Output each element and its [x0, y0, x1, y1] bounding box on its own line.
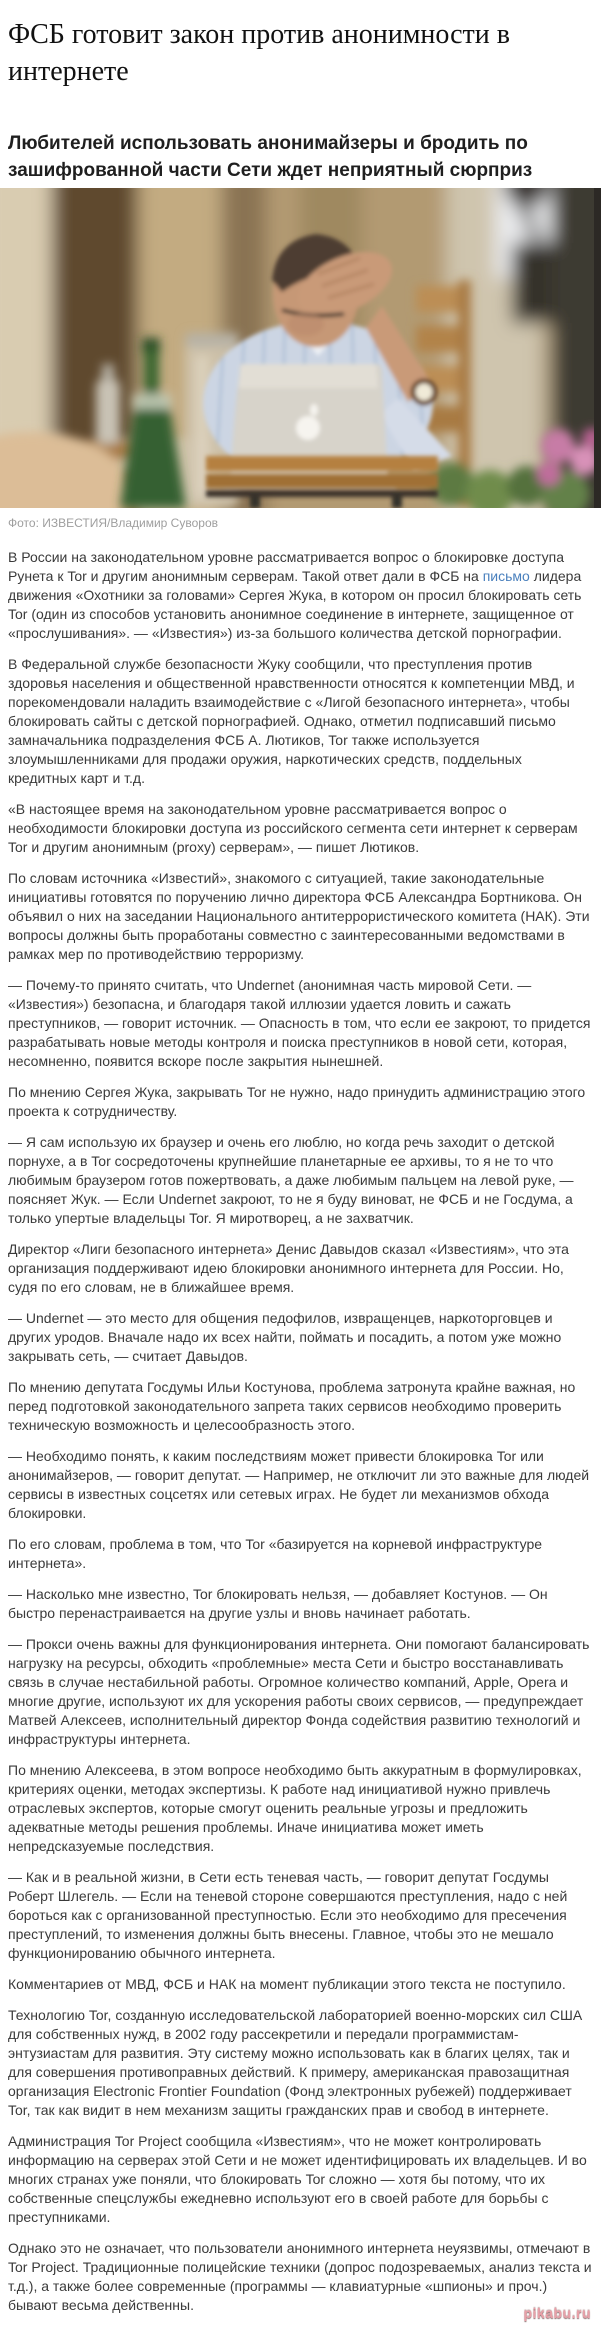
- apple-logo: [296, 416, 320, 440]
- photo-caption: Фото: ИЗВЕСТИЯ/Владимир Суворов: [8, 516, 218, 530]
- article-paragraph: Администрация Tor Project сообщила «Известиям», что не может контролировать информацию на серверах этой Сети и не может идентифицировать их владельцев. И во многих странах уже поняли, что блокировать Tor сложно — хотя бы потому, что их собственные спецслужбы ежедневно используют его в своей работе для борьбы с преступниками.: [8, 2133, 587, 2225]
- article-paragraph: — Почему-то принято считать, что Undernet (анонимная часть мировой Сети. — «Известия») безопасна, и благодаря такой иллюзии удается ловить и сажать преступников, — говорит источник. — Опасность в том, что если ее закроют, то придется разрабатывать новые методы контроля и поиска преступников в новой сети, которая, несомненно, появится вскоре после закрытия нынешней.: [8, 977, 591, 1069]
- article-paragraph: Комментариев от МВД, ФСБ и НАК на момент публикации этого текста не поступило.: [8, 1976, 566, 1992]
- article-paragraph: По словам источника «Известий», знакомого с ситуацией, такие законодательные инициативы готовятся по поручению лично директора ФСБ Александра Бортникова. Он объявил о них на заседании Национального антитеррористического комитета (НАК). Эти вопросы должны быть проработаны совместно с заинтересованными ведомствами в рамках мер по противодействию терроризму.: [8, 870, 590, 962]
- article-body: [8, 548, 593, 2315]
- article-paragraph: Директор «Лиги безопасного интернета» Денис Давыдов сказал «Известиям», что эта организация поддерживают идею блокировки анонимного интернета для России. Но, судя по его словам, не в ближайшее время.: [8, 1241, 569, 1295]
- laptop: [224, 364, 396, 491]
- article-paragraph: По мнению Алексеева, в этом вопросе необходимо быть аккуратным в формулировках, критериях оценки, методах экспертизы. К работе над инициативой нужно привлечь отраслевых экспертов, которые смогут оценить реальные угрозы и предложить адекватные методы решения проблемы. Иначе инициатива может иметь непредсказуемые последствия.: [8, 1762, 582, 1854]
- bottle-label: [133, 394, 171, 409]
- article-paragraph: В Федеральной службе безопасности Жуку сообщили, что преступления против здоровья населения и общественной нравственности относятся к компетенции МВД, и порекомендовали наладить взаимодействие с «Лигой безопасного интернета», чтобы блокировать сайты с детской порнографией. Однако, отметил подписавший письмо замначальника подразделения ФСБ А. Лютиков, Tor также используется злоумышленниками для продажи оружия, наркотических средств, поддельных кредитных карт и т.д.: [8, 656, 575, 786]
- article-paragraph: — Как и в реальной жизни, в Сети есть теневая часть, — говорит депутат Госдумы Роберт Шлегель. — Если на теневой стороне совершаются преступления, надо с ней бороться как с организованной преступностью. Если это необходимо для пресечения преступлений, то изменения должны быть внесены. Главное, чтобы это не мешало функционированию обычного интернета.: [8, 1869, 568, 1961]
- article-paragraph: «В настоящее время на законодательном уровне рассматривается вопрос о необходимости блокировки доступа из российского сегмента сети интернет к серверам Tor и другим анонимным (proxy) серверам», — пишет Лютиков.: [8, 801, 578, 855]
- page-title: ФСБ готовит закон против анонимности в интернете: [8, 19, 510, 87]
- article-paragraph: — Прокси очень важны для функционирования интернета. Они помогают балансировать нагрузку на ресурсы, обходить «проблемные» места Сети и быстро восстанавливать связь в случае нестабильной работы. Огромное количество компаний, Apple, Opera и многие другие, используют их для ускорения работы своих сервисов, — предупреждает Матвей Алексеев, исполнительный директор Фонда содействия развитию технологий и инфраструктуры интернета.: [8, 1636, 590, 1747]
- article-paragraph: По его словам, проблема в том, что Tor «базируется на корневой инфраструктуре интернета».: [8, 1536, 543, 1571]
- article-paragraph: По мнению депутата Госдумы Ильи Костунова, проблема затронута крайне важная, но перед подготовкой законодательного запрета таких сервисов необходимо проверить техническую возможность и целесообразность этого.: [8, 1379, 576, 1433]
- article-paragraph: — Undernet — это место для общения педофилов, извращенцев, наркоторговцев и других уродов. Вначале надо их всех найти, поймать и посадить, а потом уже можно закрывать сеть, — считает Давыдов.: [8, 1310, 562, 1364]
- lead-text-post: лидера движения «Охотники за головами» Сергея Жука, в котором он просил блокировать сеть Tor (один из способов установить анонимное соединение в интернете, защищенное от «прослушивания». — «Известия») из-за большого количества детской порнографии.: [8, 568, 582, 641]
- article-paragraph: Однако это не означает, что пользователи анонимного интернета неуязвимы, отмечают в Tor Project. Традиционные полицейские техники (допрос подозреваемых, анализ текста и т.д.), а также более современные (программы — клавиатурные «шпионы» и проч.) бывают весьма действенны.: [8, 2240, 592, 2313]
- wristwatch: [413, 381, 435, 403]
- article-paragraph: Технологию Tor, созданную исследовательской лабораторией военно-морских сил США для собственных нужд, в 2002 году рассекретили и передали программистам-энтузиастам для развития. Эту систему можно использовать как в благих целях, так и для совершения противоправных действий. К примеру, американская правозащитная организация Electronic Frontier Foundation (Фонд электронных рубежей) поддерживает Tor, так как видит в нем механизм защиты гражданских прав и свобод в интернете.: [8, 2007, 583, 2118]
- article-paragraph: По мнению Сергея Жука, закрывать Tor не нужно, надо принудить администрацию этого проекта к сотрудничеству.: [8, 1084, 586, 1119]
- article-paragraph: — Насколько мне известно, Tor блокировать нельзя, — добавляет Костунов. — Он быстро перенастраивается на другие узлы и вновь начинает работать.: [8, 1586, 548, 1621]
- article-paragraph-lead: [8, 548, 593, 643]
- article-paragraph: — Я сам использую их браузер и очень его люблю, но когда речь заходит о детской порнухе, а в Tor сосредоточены крупнейшие планетарные ее архивы, то я не то что любимым браузером готов пожертвовать, а даже любимым пальцем на левой руке, — поясняет Жук. — Если Undernet закроют, то не я буду виноват, не ФСБ и не Госдума, а только упертые владельцы Tor. Я миротворец, а не захватчик.: [8, 1134, 574, 1226]
- pikabu-watermark: pikabu.ru: [523, 2305, 591, 2321]
- lead-text-pre: В России на законодательном уровне рассматривается вопрос о блокировке доступа Рунета к Tor и другим анонимным серверам. Такой ответ дали в ФСБ на: [8, 549, 565, 584]
- article-photo: [0, 188, 601, 508]
- cafe-photo-illustration: [0, 188, 601, 508]
- article-paragraph: — Необходимо понять, к каким последствиям может привести блокировка Tor или анонимайзеров, — говорит депутат. — Например, не отключит ли это важные для людей сервисы в известных соцсетях или сетевых играх. Не будет ли механизмов обхода блокировки.: [8, 1448, 590, 1521]
- letter-link[interactable]: письмо: [482, 568, 530, 584]
- article-subtitle: Любителей использовать анонимайзеры и бродить по зашифрованной части Сети ждет неприятный сюрприз: [8, 133, 533, 181]
